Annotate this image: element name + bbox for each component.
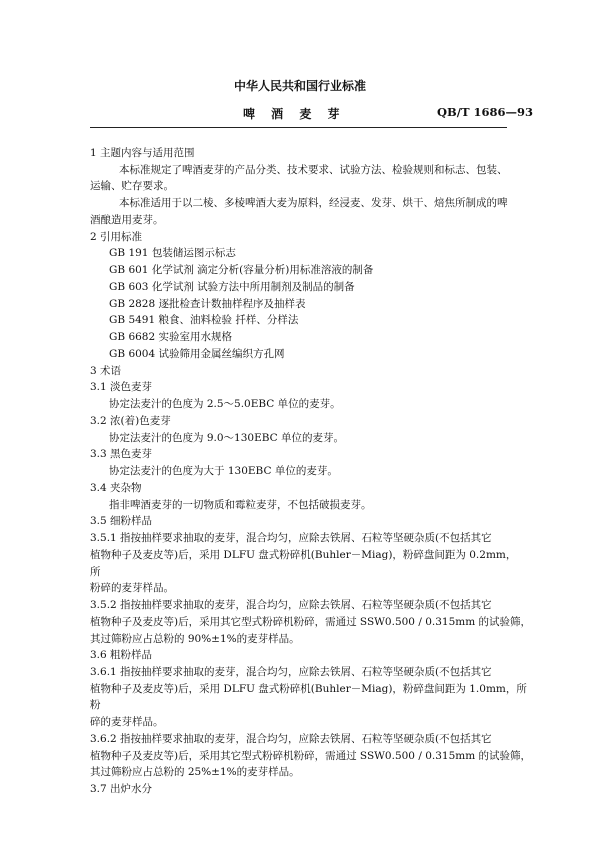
text-line: 3.5.2 指按抽样要求抽取的麦芽，混合均匀，应除去铁屑、石粒等坚硬杂质(不包括其它 [90, 599, 492, 611]
text-line: 3.6.2 指按抽样要求抽取的麦芽，混合均匀，应除去铁屑、石粒等坚硬杂质(不包括其它 [90, 733, 492, 745]
text-line: GB 6004 试验筛用金属丝编织方孔网 [109, 348, 285, 360]
text-line: 本标准适用于以二棱、多棱啤酒大麦为原料，经浸麦、发芽、烘干、焙焦所制成的啤 [119, 197, 508, 209]
text-line: 1 主题内容与适用范围 [90, 147, 195, 159]
text-line: 协定法麦汁的色度为 2.5～5.0EBC 单位的麦芽。 [109, 398, 341, 410]
text-line: 植物种子及麦皮等)后，采用 DLFU 盘式粉碎机(Buhler－Miag)，粉碎盘间距为 0.2mm， [90, 549, 517, 561]
text-line: 3.6 粗粉样品 [90, 649, 153, 661]
text-line: 其过筛粉应占总粉的 90%±1%的麦芽样品。 [90, 633, 300, 645]
text-line: GB 6682 实验室用水规格 [109, 331, 233, 343]
text-line: 酒酿造用麦芽。 [90, 214, 164, 226]
text-line: GB 5491 粮食、油料检验 扦样、分样法 [109, 314, 299, 326]
text-line: 其过筛粉应占总粉的 25%±1%的麦芽样品。 [90, 766, 300, 778]
text-line: 协定法麦汁的色度为大于 130EBC 单位的麦芽。 [109, 465, 338, 477]
text-line: 3.5 细粉样品 [90, 515, 153, 527]
text-line: 2 引用标准 [90, 231, 143, 243]
text-line: 3.3 黑色麦芽 [90, 448, 153, 460]
standard-name: 啤 酒 麦 芽 [243, 107, 346, 121]
text-line: 3.1 淡色麦芽 [90, 381, 153, 393]
text-line: 植物种子及麦皮等)后，采用其它型式粉碎机粉碎，需通过 SSW0.500 / 0.315mm 的试验筛， [90, 616, 532, 628]
text-line: 植物种子及麦皮等)后，采用其它型式粉碎机粉碎，需通过 SSW0.500 / 0.315mm 的试验筛， [90, 750, 532, 762]
text-line: 协定法麦汁的色度为 9.0～130EBC 单位的麦芽。 [109, 432, 345, 444]
text-line: 3.6.1 指按抽样要求抽取的麦芽，混合均匀，应除去铁屑、石粒等坚硬杂质(不包括其它 [90, 666, 492, 678]
text-line: 粉碎的麦芽样品。 [90, 582, 174, 594]
text-line: GB 191 包装储运图示标志 [109, 247, 236, 259]
text-line: 本标准规定了啤酒麦芽的产品分类、技术要求、试验方法、检验规则和标志、包装、 [119, 164, 508, 176]
text-line: GB 2828 逐批检查计数抽样程序及抽样表 [109, 298, 306, 310]
text-line: 粉 [90, 699, 101, 711]
text-line: 植物种子及麦皮等)后，采用 DLFU 盘式粉碎机(Buhler－Miag)，粉碎盘间距为 1.0mm，所 [90, 683, 527, 695]
issuer-title: 中华人民共和国行业标准 [233, 79, 366, 93]
standard-code: QB/T 1686—93 [437, 105, 534, 119]
text-line: GB 603 化学试剂 试验方法中所用制剂及制品的制备 [109, 281, 355, 293]
text-line: 3.2 浓(着)色麦芽 [90, 415, 171, 427]
text-line: 3 术语 [90, 365, 122, 377]
text-line: GB 601 化学试剂 滴定分析(容量分析)用标准溶液的制备 [109, 264, 374, 276]
text-line: 碎的麦芽样品。 [90, 716, 164, 728]
text-line: 指非啤酒麦芽的一切物质和霉粒麦芽，不包括破损麦芽。 [109, 499, 372, 511]
text-line: 3.4 夹杂物 [90, 482, 142, 494]
text-line: 所 [90, 566, 101, 578]
header-rule [90, 127, 507, 128]
text-line: 运输、贮存要求。 [90, 180, 174, 192]
text-line: 3.7 出炉水分 [90, 783, 153, 795]
text-line: 3.5.1 指按抽样要求抽取的麦芽，混合均匀，应除去铁屑、石粒等坚硬杂质(不包括其它 [90, 532, 492, 544]
